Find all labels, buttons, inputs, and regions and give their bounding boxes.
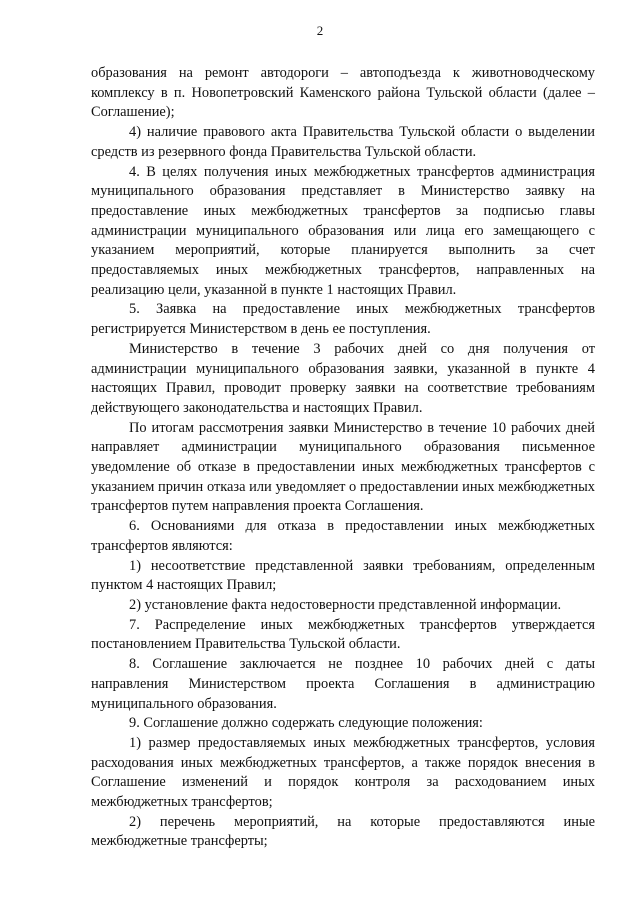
paragraph: Министерство в течение 3 рабочих дней со дня получения от администрации муниципального образования заявки, указанной в пункте 4 настоящих Правил, проводит проверку заявки на соответствие требованиям действующего законодательства и настоящих Правил. (91, 340, 595, 416)
paragraph: 6. Основаниями для отказа в предоставлении иных межбюджетных трансфертов являются: (91, 518, 595, 554)
paragraph: 8. Соглашение заключается не позднее 10 рабочих дней с даты направления Министерством проекта Соглашения в администрацию муниципального образования. (91, 656, 595, 712)
paragraph: 1) размер предоставляемых иных межбюджетных трансфертов, условия расходования иных межбюджетных трансфертов, а также порядок внесения в Соглашение изменений и порядок контроля за расходованием иных межбюджетных трансфертов; (91, 734, 595, 811)
page-number: 2 (316, 23, 324, 38)
paragraph: 4) наличие правового акта Правительства Тульской области о выделении средств из резервного фонда Правительства Тульской области. (91, 124, 595, 160)
paragraph: образования на ремонт автодороги – автоподъезда к животноводческому комплексу в п. Новопетровский Каменского района Тульской области (далее – Соглашение); (91, 65, 595, 121)
paragraph: По итогам рассмотрения заявки Министерство в течение 10 рабочих дней направляет администрации муниципального образования письменное уведомление об отказе в предоставлении иных межбюджетных трансфертов с указанием причин отказа или уведомляет о предоставлении иных межбюджетных трансфертов путем направления проекта Соглашения. (91, 419, 595, 515)
paragraph: 4. В целях получения иных межбюджетных трансфертов администрация муниципального образования представляет в Министерство заявку на предоставление иных межбюджетных трансфертов за подписью главы администрации муниципального образования или лица его замещающего с указанием мероприятий, которые планируется выполнить за счет предоставляемых иных межбюджетных трансфертов, направленных на реализацию цели, указанной в пункте 1 настоящих Правил. (91, 163, 595, 298)
document-body (91, 64, 595, 852)
paragraph: 1) несоответствие представленной заявки требованиям, определенным пунктом 4 настоящих Правил; (91, 557, 595, 594)
paragraph: 9. Соглашение должно содержать следующие положения: (129, 715, 483, 732)
paragraph: 2) перечень мероприятий, на которые предоставляются иные межбюджетные трансферты; (91, 813, 595, 850)
paragraph: 7. Распределение иных межбюджетных трансфертов утверждается постановлением Правительства Тульской области. (91, 616, 595, 653)
paragraph: 5. Заявка на предоставление иных межбюджетных трансфертов регистрируется Министерством в день ее поступления. (91, 301, 595, 338)
paragraph: 2) установление факта недостоверности представленной информации. (129, 596, 562, 613)
